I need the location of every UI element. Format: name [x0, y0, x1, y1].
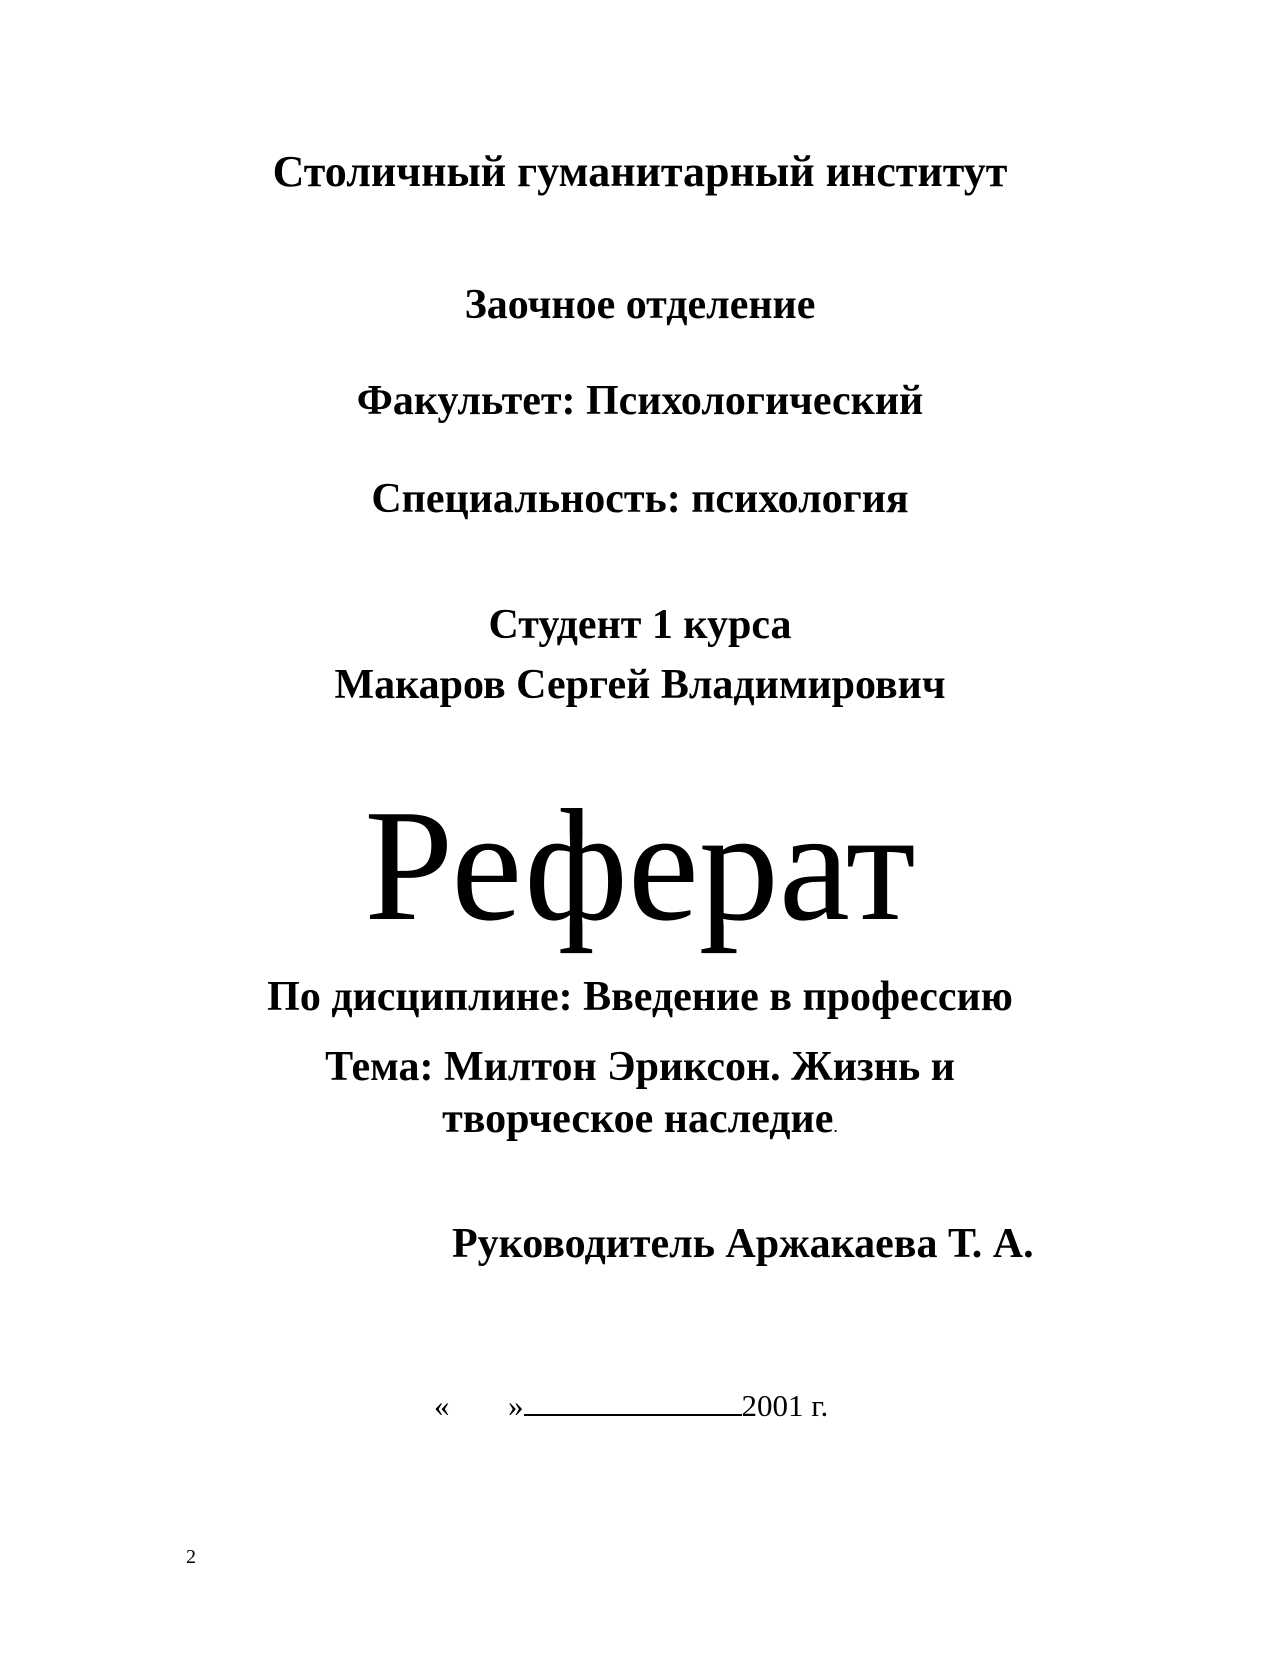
date-line — [434, 1390, 828, 1421]
supervisor-line: Руководитель Аржакаева Т. А. — [452, 1221, 1034, 1267]
date-blank-underline — [524, 1390, 742, 1416]
student-course: Студент 1 курса — [488, 602, 792, 648]
institute-name: Столичный гуманитарный институт — [272, 147, 1008, 196]
student-name: Макаров Сергей Владимирович — [334, 662, 946, 708]
date-quote-close: » — [508, 1388, 524, 1423]
department-name: Заочное отделение — [464, 282, 816, 328]
page-number: 2 — [186, 1546, 196, 1568]
topic-line-2-dot: . — [833, 1116, 838, 1136]
document-title: Реферат — [364, 776, 916, 954]
faculty-name: Факультет: Психологический — [356, 378, 924, 424]
topic-line-2 — [0, 1098, 1280, 1140]
topic-line-1: Тема: Милтон Эриксон. Жизнь и — [325, 1044, 955, 1090]
date-quote-open: « — [434, 1388, 450, 1423]
topic-line-2-text: творческое наследие — [442, 1096, 834, 1142]
discipline-line: По дисциплине: Введение в профессию — [267, 974, 1013, 1020]
date-year: 2001 г. — [741, 1388, 829, 1423]
specialty-name: Специальность: психология — [371, 476, 909, 522]
